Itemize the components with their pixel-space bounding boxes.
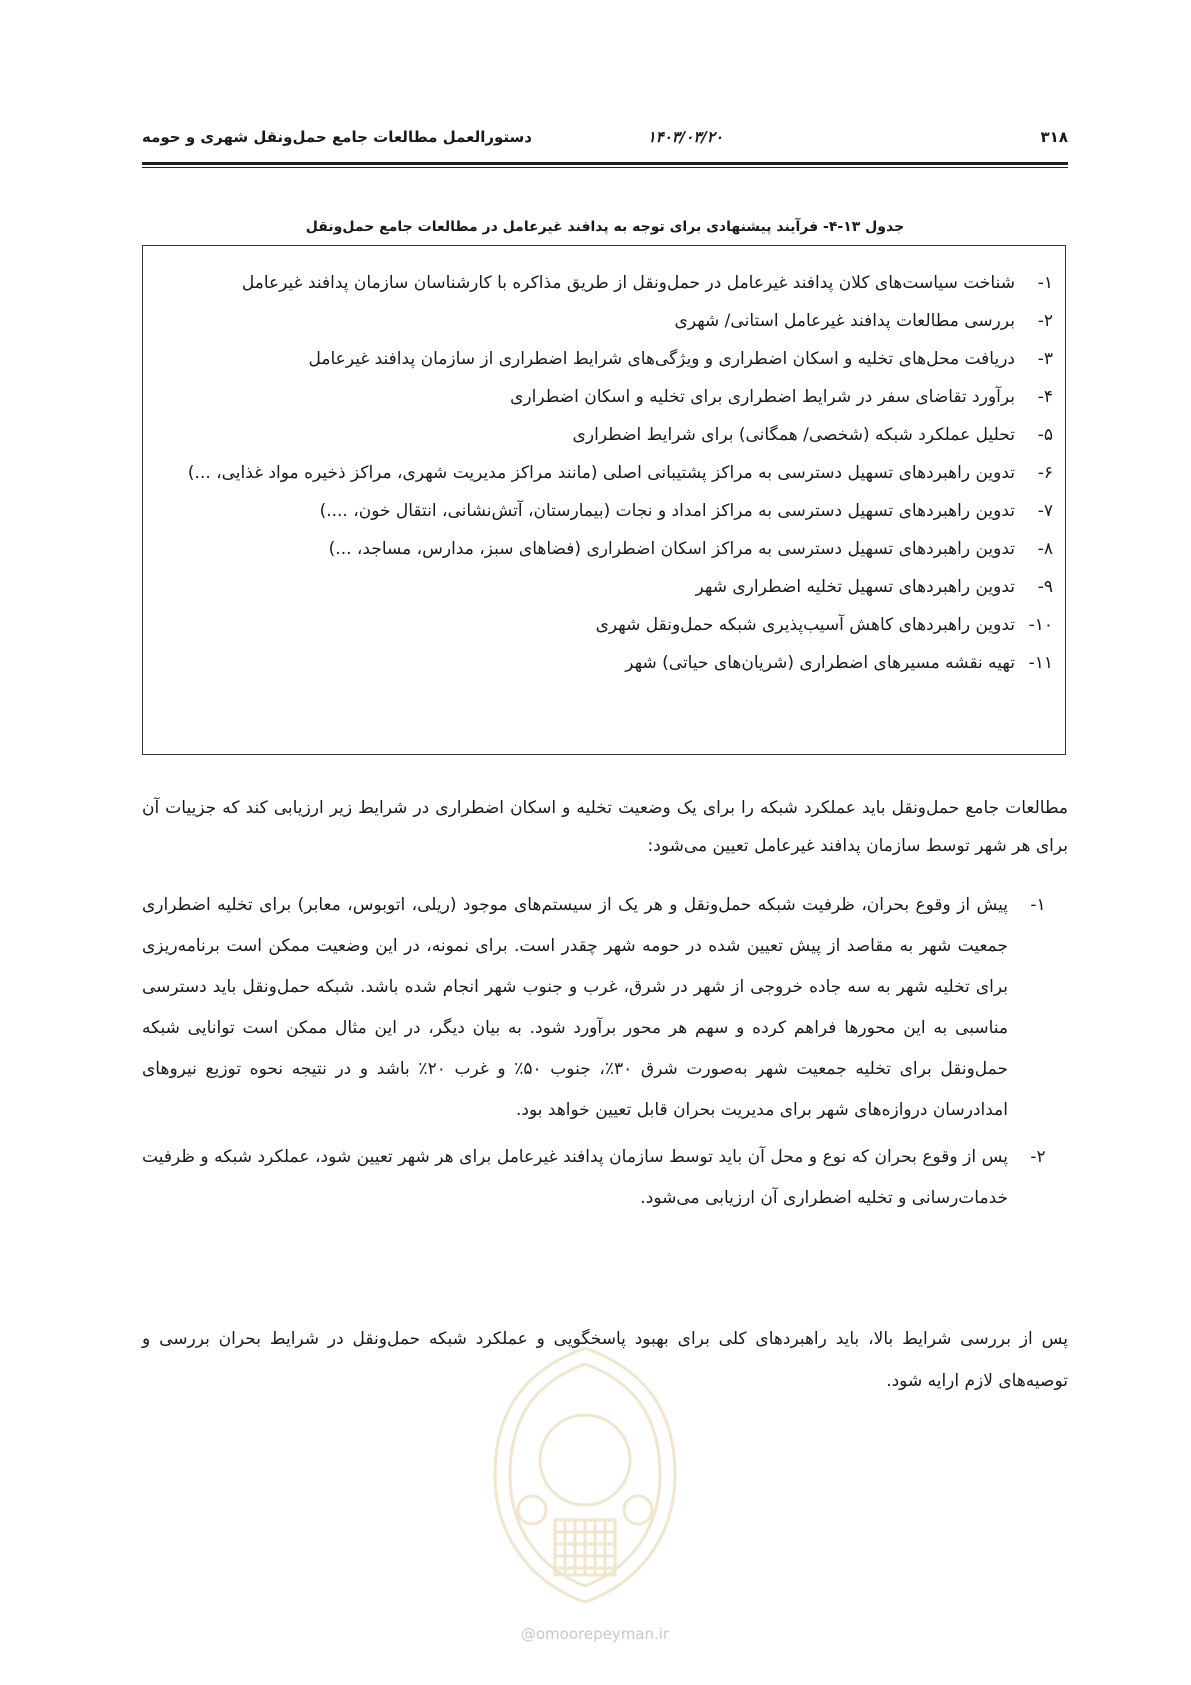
step-text: بررسی مطالعات پدافند غیرعامل استانی/ شهری: [674, 311, 1015, 331]
header-rule: [142, 162, 1068, 165]
intro-paragraph: مطالعات جامع حمل‌ونقل باید عملکرد شبکه را برای یک وضعیت تخلیه و اسکان اضطراری در شرایط زیر ارزیابی کند که جزییات آن برای هر شهر توسط سازمان پدافند غیرعامل تعیین می‌شود:: [142, 798, 1068, 856]
step-text: تدوین راهبردهای تسهیل دسترسی به مراکز پشتیبانی اصلی (مانند مراکز مدیریت شهری، مراکز ذخیره مواد غذایی، ...): [187, 463, 1015, 483]
step-text: تدوین راهبردهای کاهش آسیب‌پذیری شبکه حمل‌ونقل شهری: [595, 615, 1015, 635]
step-text: برآورد تقاضای سفر در شرایط اضطراری برای تخلیه و اسکان اضطراری: [510, 387, 1015, 407]
process-list: [161, 264, 1053, 682]
step-number: ۶-: [1037, 463, 1053, 483]
step-number: ۷-: [1037, 501, 1053, 521]
process-step: [161, 378, 1053, 416]
step-text: دریافت محل‌های تخلیه و اسکان اضطراری و ویژگی‌های شرایط اضطراری از سازمان پدافند غیرعامل: [308, 349, 1015, 369]
step-number: ۴-: [1037, 387, 1053, 407]
step-number: ۱۱-: [1028, 653, 1053, 673]
process-step: [161, 264, 1053, 302]
scenario-number: ۱-: [1030, 895, 1046, 915]
header-date: ۱۴۰۳/۰۳/۲۰: [647, 128, 723, 146]
step-number: ۱-: [1037, 273, 1053, 293]
step-text: شناخت سیاست‌های کلان پدافند غیرعامل در حمل‌ونقل از طریق مذاکره با کارشناسان سازمان پدافند غیرعامل: [241, 273, 1015, 293]
scenario-text: پیش از وقوع بحران، ظرفیت شبکه حمل‌ونقل و هر یک از سیستم‌های موجود (ریلی، اتوبوس، معابر) برای تخلیه اضطراری جمعیت شهر به مقاصد از پیش تعیین شده در حومه شهر چقدر است. برای نمونه، در این وضعیت ممکن است برنامه‌ریزی برای تخلیه شهر به سه جاده خروجی از شهر در شرق، غرب و جنوب شهر انجام شده باشد. شبکه حمل‌ونقل باید دسترسی مناسبی به این محورها فراهم کرده و سهم هر محور برآورد شود. به بیان دیگر، در این مثال ممکن است توانایی شبکه حمل‌ونقل برای تخلیه جمعیت شهر به‌صورت شرق ۳۰٪، جنوب ۵۰٪ و غرب ۲۰٪ باشد و در نتیجه نحوه توزیع نیروهای امدادرسان دروازه‌های شهر برای مدیریت بحران قابل تعیین خواهد بود.: [142, 895, 1008, 1120]
header-rule-thin: [142, 167, 1068, 168]
step-number: ۹-: [1037, 577, 1053, 597]
scenario-text: پس از وقوع بحران که نوع و محل آن باید توسط سازمان پدافند غیرعامل برای هر شهر تعیین شود، عملکرد شبکه و ظرفیت خدمات‌رسانی و تخلیه اضطراری آن ارزیابی می‌شود.: [142, 1147, 1008, 1208]
process-step: [161, 644, 1053, 682]
step-text: تدوین راهبردهای تسهیل دسترسی به مراکز امداد و نجات (بیمارستان، آتش‌نشانی، انتقال خون، ....): [319, 501, 1015, 521]
conclusion-paragraph: پس از بررسی شرایط بالا، باید راهبردهای کلی برای بهبود پاسخگویی و عملکرد شبکه حمل‌ونقل در شرایط بحران بررسی و توصیه‌های لازم ارایه شود.: [142, 1329, 1068, 1391]
step-number: ۲-: [1037, 311, 1053, 331]
page-number: ۳۱۸: [1040, 128, 1068, 146]
table-caption: جدول ۱۳-۴- فرآیند پیشنهادی برای توجه به پدافند غیرعامل در مطالعات جامع حمل‌ونقل: [305, 219, 905, 235]
scenario-item: [142, 1137, 1068, 1219]
step-text: تدوین راهبردهای تسهیل تخلیه اضطراری شهر: [695, 577, 1015, 597]
process-step: [161, 416, 1053, 454]
process-step: [161, 492, 1053, 530]
process-step: [161, 606, 1053, 644]
scenario-number: ۲-: [1030, 1147, 1046, 1167]
watermark-caption: @omoorepeyman.ir: [520, 1625, 670, 1643]
scenario-list: [142, 885, 1068, 1225]
step-number: ۵-: [1037, 425, 1053, 445]
scenario-item: [142, 885, 1068, 1131]
step-text: تدوین راهبردهای تسهیل دسترسی به مراکز اسکان اضطراری (فضاهای سبز، مدارس، مساجد، ...): [328, 539, 1015, 559]
process-table: [142, 245, 1066, 755]
step-number: ۳-: [1037, 349, 1053, 369]
step-number: ۱۰-: [1028, 615, 1053, 635]
step-text: تحلیل عملکرد شبکه (شخصی/ همگانی) برای شرایط اضطراری: [572, 425, 1015, 445]
process-step: [161, 568, 1053, 606]
page-header: [142, 128, 1068, 154]
process-step: [161, 302, 1053, 340]
process-step: [161, 530, 1053, 568]
document-title: دستورالعمل مطالعات جامع حمل‌ونقل شهری و حومه: [142, 128, 532, 146]
process-step: [161, 340, 1053, 378]
step-text: تهیه نقشه مسیرهای اضطراری (شریان‌های حیاتی) شهر: [625, 653, 1015, 673]
logo-seal-icon: [470, 1340, 700, 1610]
step-number: ۸-: [1037, 539, 1053, 559]
process-step: [161, 454, 1053, 492]
